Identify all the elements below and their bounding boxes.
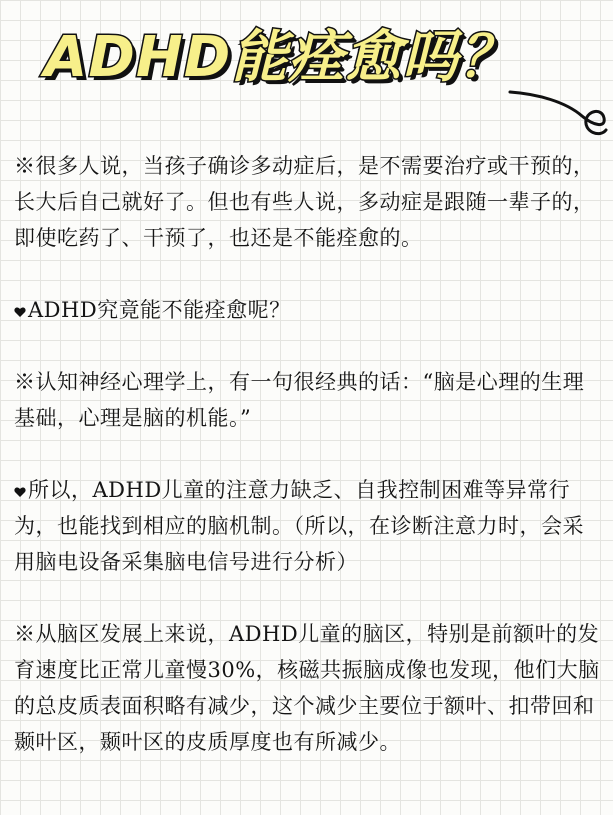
paragraph-2-text: ADHD究竟能不能痊愈呢？: [28, 298, 291, 322]
paragraph-4: [14, 472, 604, 580]
article-body: [14, 148, 604, 760]
heart-arrow-icon: [14, 306, 26, 318]
heart-arrow-icon: [14, 486, 26, 498]
swirl-decoration-icon: [508, 88, 608, 148]
paragraph-4-text: 所以，ADHD儿童的注意力缺乏、自我控制困难等异常行为，也能找到相应的脑机制。（所以，在诊断注意力时，会采用脑电设备采集脑电信号进行分析）: [14, 478, 584, 574]
paragraph-1: ※很多人说，当孩子确诊多动症后，是不需要治疗或干预的，长大后自己就好了。但也有些人说，多动症是跟随一辈子的，即使吃药了、干预了，也还是不能痊愈的。: [14, 154, 595, 250]
paragraph-2: [14, 292, 604, 328]
page-title: ADHD能痊愈吗？: [44, 25, 517, 90]
paragraph-5: ※从脑区发展上来说，ADHD儿童的脑区，特别是前额叶的发育速度比正常儿童慢30%，核磁共振脑成像也发现，他们大脑的总皮质表面积略有减少，这个减少主要位于额叶、扣带回和颞叶区，颞叶区的皮质厚度也有所减少。: [14, 622, 600, 754]
paragraph-3: ※认知神经心理学上，有一句很经典的话：“脑是心理的生理基础，心理是脑的机能。”: [14, 370, 585, 430]
